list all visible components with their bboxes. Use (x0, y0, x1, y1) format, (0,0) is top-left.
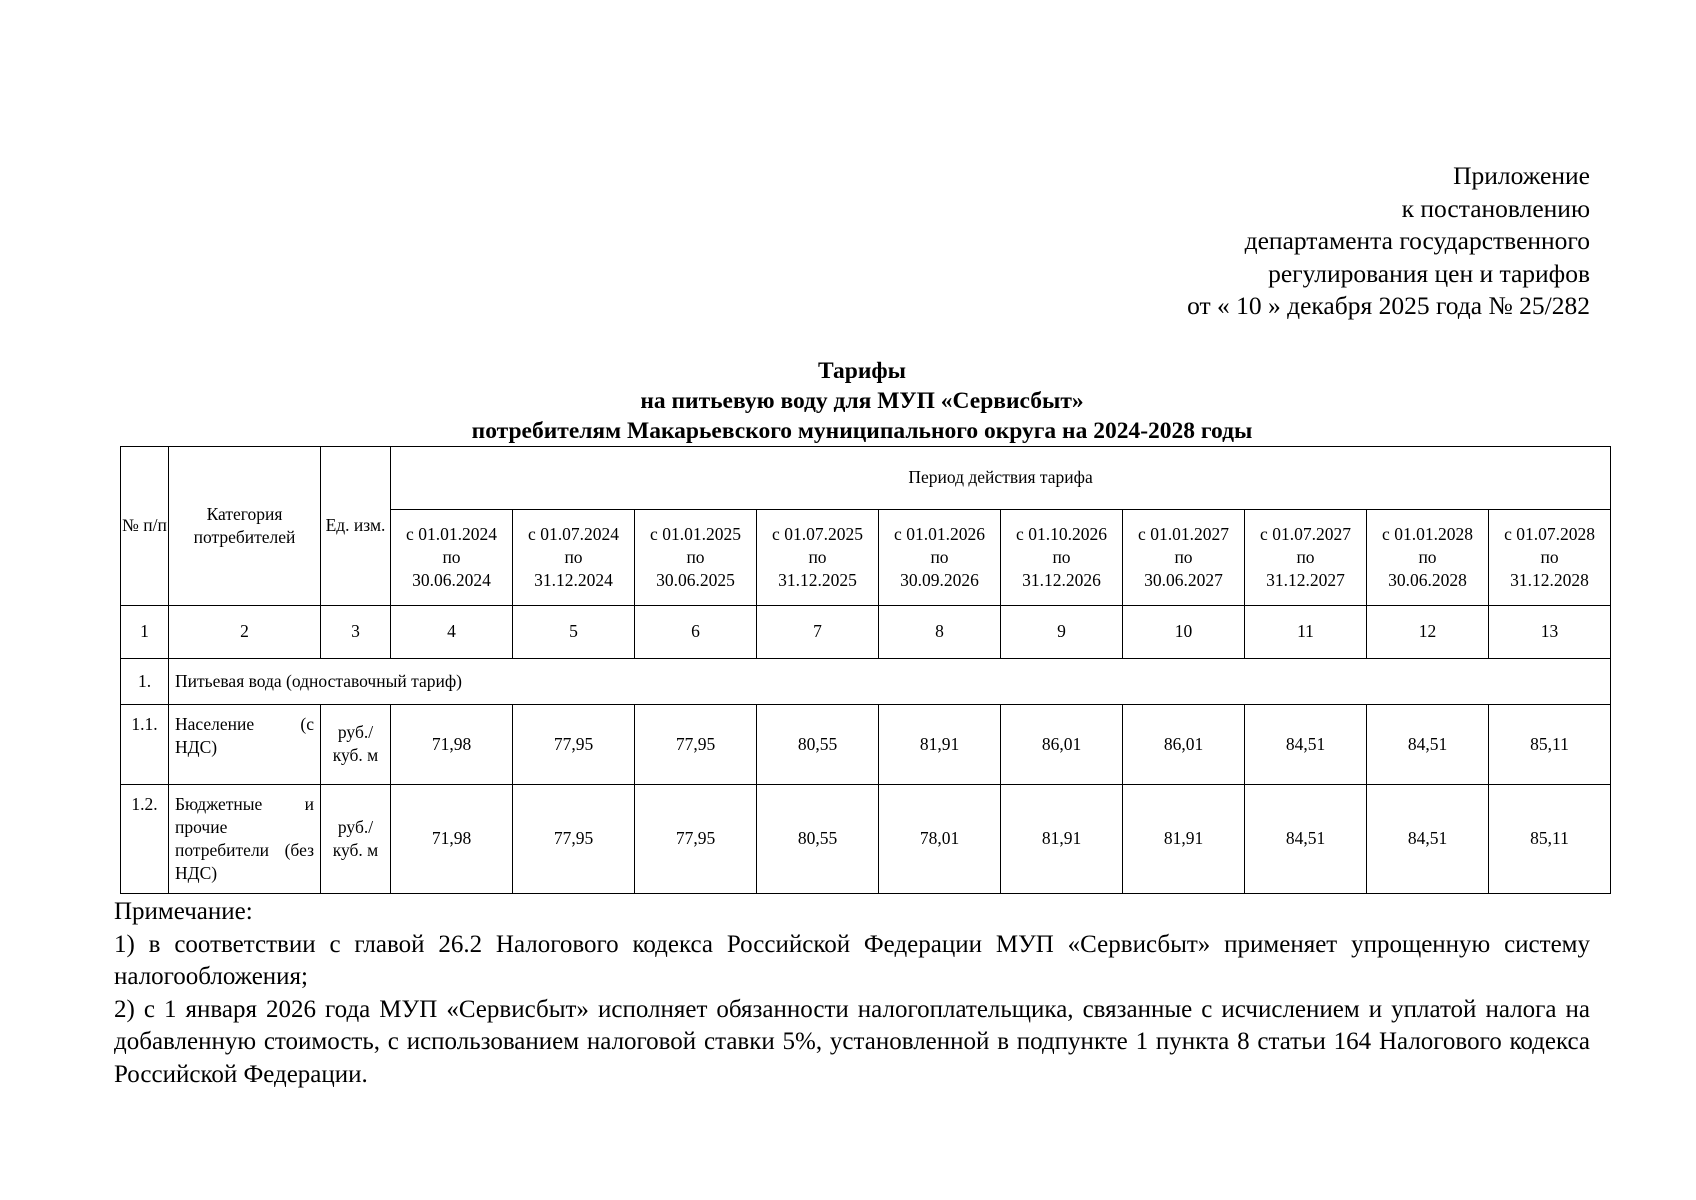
period-header-cell (1245, 509, 1367, 605)
period-from: с 01.10.2026 (1016, 523, 1107, 544)
period-to-word: по (442, 546, 461, 567)
period-to-word: по (1296, 546, 1315, 567)
period-from: с 01.07.2027 (1260, 523, 1351, 544)
tariff-value: 84,51 (1245, 705, 1367, 784)
tariff-value: 78,01 (879, 784, 1001, 893)
period-to: 31.12.2028 (1510, 569, 1589, 590)
column-number: 9 (1001, 605, 1123, 658)
period-to: 30.06.2025 (656, 569, 735, 590)
period-from: с 01.01.2026 (894, 523, 985, 544)
note-item: 1) в соответствии с главой 26.2 Налогового кодекса Российской Федерации МУП «Сервисбыт» применяет упрощенную систему налогообложения; (114, 930, 1590, 990)
row-category: Население (с НДС) (169, 705, 321, 784)
period-to-word: по (1052, 546, 1071, 567)
period-to: 31.12.2024 (534, 569, 613, 590)
tariff-value: 77,95 (635, 784, 757, 893)
row-unit: руб./ куб. м (321, 705, 391, 784)
header-unit: Ед. изм. (321, 447, 391, 606)
tariff-value: 81,91 (879, 705, 1001, 784)
tariff-value: 77,95 (513, 705, 635, 784)
column-number: 2 (169, 605, 321, 658)
section-row (121, 658, 1611, 704)
header-row-1 (121, 447, 1611, 510)
period-to: 30.06.2024 (412, 569, 491, 590)
tariff-value: 84,51 (1245, 784, 1367, 893)
notes (114, 896, 1590, 1091)
note-item: 2) с 1 января 2026 года МУП «Сервисбыт» исполняет обязанности налогоплательщика, связанные с исчислением и уплатой налога на добавленную стоимость, с использованием налоговой ставки 5%, установленной в подпункте 1 пункта 8 статьи 164 Налогового кодекса Российской Федерации. (114, 995, 1590, 1088)
tariff-value: 86,01 (1001, 705, 1123, 784)
tariff-value: 71,98 (391, 784, 513, 893)
period-from: с 01.01.2028 (1382, 523, 1473, 544)
tariff-value: 77,95 (513, 784, 635, 893)
section-num: 1. (121, 658, 169, 704)
title-line: на питьевую воду для МУП «Сервисбыт» (640, 388, 1084, 414)
period-to: 30.06.2027 (1144, 569, 1223, 590)
tariff-value: 84,51 (1367, 784, 1489, 893)
tariff-value: 80,55 (757, 705, 879, 784)
document-title (0, 356, 1696, 446)
period-to-word: по (564, 546, 583, 567)
tariff-row (121, 784, 1611, 893)
period-to: 31.12.2025 (778, 569, 857, 590)
period-header-cell (757, 509, 879, 605)
period-to-word: по (1418, 546, 1437, 567)
period-header-cell (1123, 509, 1245, 605)
period-header-cell (513, 509, 635, 605)
period-header-cell (1001, 509, 1123, 605)
appendix-line: департамента государственного (1244, 226, 1590, 255)
title-line: потребителям Макарьевского муниципального округа на 2024-2028 годы (471, 418, 1253, 444)
tariff-table (120, 446, 1611, 894)
header-category: Категория потребителей (169, 447, 321, 606)
row-num: 1.2. (121, 784, 169, 893)
period-header-cell (635, 509, 757, 605)
tariff-value: 81,91 (1001, 784, 1123, 893)
tariff-value: 84,51 (1367, 705, 1489, 784)
row-unit: руб./ куб. м (321, 784, 391, 893)
period-from: с 01.07.2025 (772, 523, 863, 544)
title-line: Тарифы (817, 358, 907, 384)
tariff-value: 85,11 (1489, 784, 1611, 893)
column-number: 3 (321, 605, 391, 658)
tariff-value: 80,55 (757, 784, 879, 893)
column-number: 11 (1245, 605, 1367, 658)
column-number: 1 (121, 605, 169, 658)
column-number: 7 (757, 605, 879, 658)
period-header-cell (1489, 509, 1611, 605)
tariff-value: 71,98 (391, 705, 513, 784)
appendix-header (1187, 160, 1590, 323)
header-period: Период действия тарифа (391, 447, 1611, 510)
period-to: 30.06.2028 (1388, 569, 1467, 590)
row-category: Бюджетные и прочие потребители (без НДС) (169, 784, 321, 893)
column-number: 6 (635, 605, 757, 658)
tariff-value: 85,11 (1489, 705, 1611, 784)
section-label: Питьевая вода (одноставочный тариф) (169, 658, 1611, 704)
appendix-line: от « 10 » декабря 2025 года № 25/282 (1187, 291, 1590, 320)
appendix-line: к постановлению (1401, 193, 1590, 223)
tariff-row (121, 705, 1611, 784)
tariff-value: 81,91 (1123, 784, 1245, 893)
appendix-line: Приложение (1453, 161, 1590, 190)
period-to-word: по (1174, 546, 1193, 567)
column-number: 4 (391, 605, 513, 658)
period-header-cell (391, 509, 513, 605)
column-number: 5 (513, 605, 635, 658)
period-to-word: по (686, 546, 705, 567)
period-to: 30.09.2026 (900, 569, 979, 590)
notes-heading: Примечание: (114, 898, 253, 925)
period-to: 31.12.2026 (1022, 569, 1101, 590)
header-num: № п/п (121, 447, 169, 606)
column-number: 12 (1367, 605, 1489, 658)
period-to-word: по (1540, 546, 1559, 567)
column-number: 10 (1123, 605, 1245, 658)
column-number: 8 (879, 605, 1001, 658)
column-number-row (121, 605, 1611, 658)
tariff-value: 77,95 (635, 705, 757, 784)
row-num: 1.1. (121, 705, 169, 784)
period-from: с 01.01.2025 (650, 523, 741, 544)
period-to-word: по (808, 546, 827, 567)
period-from: с 01.07.2024 (528, 523, 619, 544)
period-to: 31.12.2027 (1266, 569, 1345, 590)
period-header-cell (879, 509, 1001, 605)
tariff-value: 86,01 (1123, 705, 1245, 784)
period-header-cell (1367, 509, 1489, 605)
period-from: с 01.07.2028 (1504, 523, 1595, 544)
column-number: 13 (1489, 605, 1611, 658)
period-from: с 01.01.2027 (1138, 523, 1229, 544)
period-from: с 01.01.2024 (406, 523, 497, 544)
appendix-line: регулирования цен и тарифов (1268, 258, 1590, 288)
period-to-word: по (930, 546, 949, 567)
